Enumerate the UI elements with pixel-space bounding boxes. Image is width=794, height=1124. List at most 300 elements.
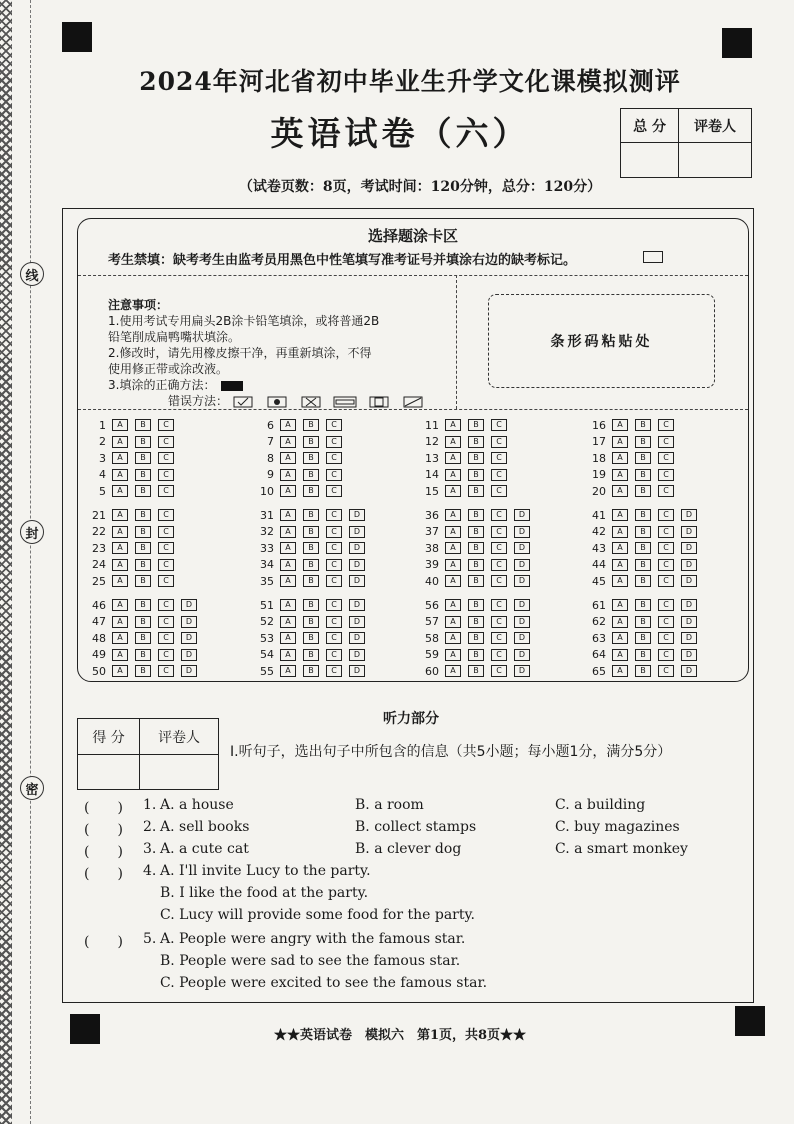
answer-bubble-b[interactable]: B bbox=[635, 436, 651, 448]
answer-bubble-a[interactable]: A bbox=[612, 469, 628, 481]
answer-blank[interactable]: ( ) bbox=[84, 800, 123, 816]
answer-bubble-b[interactable]: B bbox=[135, 469, 151, 481]
answer-bubble-a[interactable]: A bbox=[280, 469, 296, 481]
answer-bubble-a[interactable]: A bbox=[445, 509, 461, 521]
answer-bubble-a[interactable]: A bbox=[612, 575, 628, 587]
answer-bubble-c[interactable]: C bbox=[658, 599, 674, 611]
answer-bubble-b[interactable]: B bbox=[468, 632, 484, 644]
score-cell[interactable] bbox=[78, 755, 140, 790]
answer-bubble-a[interactable]: A bbox=[612, 599, 628, 611]
answer-bubble-c[interactable]: C bbox=[326, 542, 342, 554]
answer-bubble-c[interactable]: C bbox=[326, 419, 342, 431]
answer-bubble-a[interactable]: A bbox=[612, 616, 628, 628]
answer-bubble-b[interactable]: B bbox=[135, 559, 151, 571]
answer-row bbox=[582, 541, 704, 555]
answer-bubble-b[interactable]: B bbox=[468, 419, 484, 431]
question-number: 7 bbox=[267, 435, 274, 448]
answer-bubble-c[interactable]: C bbox=[326, 575, 342, 587]
answer-blank[interactable]: ( ) bbox=[84, 844, 123, 860]
answer-bubble-c[interactable]: C bbox=[658, 436, 674, 448]
absent-notice: 考生禁填：缺考考生由监考员用黑色中性笔填写准考证号并填涂右边的缺考标记。 bbox=[108, 253, 577, 268]
answer-bubble-b[interactable]: B bbox=[303, 649, 319, 661]
answer-bubble-b[interactable]: B bbox=[635, 469, 651, 481]
answer-bubble-b[interactable]: B bbox=[635, 649, 651, 661]
answer-bubble-a[interactable]: A bbox=[612, 526, 628, 538]
answer-row bbox=[415, 558, 537, 572]
answer-bubble-a[interactable]: A bbox=[280, 559, 296, 571]
answer-bubble-b[interactable]: B bbox=[303, 542, 319, 554]
paper-title: 英语试卷（六） bbox=[270, 114, 530, 153]
answer-bubble-c[interactable]: C bbox=[326, 452, 342, 464]
answer-bubble-c[interactable]: C bbox=[158, 559, 174, 571]
answer-bubble-a[interactable]: A bbox=[112, 436, 128, 448]
answer-bubble-d[interactable]: D bbox=[181, 616, 197, 628]
question-number: 46 bbox=[92, 598, 106, 612]
answer-bubble-d[interactable]: D bbox=[681, 526, 697, 538]
answer-bubble-d[interactable]: D bbox=[514, 599, 530, 611]
answer-bubble-c[interactable]: C bbox=[491, 649, 507, 661]
answer-bubble-b[interactable]: B bbox=[468, 509, 484, 521]
answer-bubble-a[interactable]: A bbox=[280, 419, 296, 431]
answer-bubble-c[interactable]: C bbox=[158, 632, 174, 644]
answer-bubble-b[interactable]: B bbox=[135, 452, 151, 464]
answer-bubble-b[interactable]: B bbox=[635, 419, 651, 431]
answer-bubble-c[interactable]: C bbox=[658, 419, 674, 431]
answer-bubble-b[interactable]: B bbox=[135, 526, 151, 538]
divider bbox=[78, 409, 748, 410]
question-number: 45 bbox=[592, 574, 606, 588]
answer-bubble-b[interactable]: B bbox=[468, 485, 484, 497]
answer-bubble-c[interactable]: C bbox=[658, 526, 674, 538]
answer-row bbox=[82, 468, 181, 482]
answer-bubble-b[interactable]: B bbox=[635, 526, 651, 538]
answer-blank[interactable]: ( ) bbox=[84, 934, 123, 950]
answer-bubble-a[interactable]: A bbox=[445, 559, 461, 571]
answer-bubble-b[interactable]: B bbox=[135, 616, 151, 628]
answer-bubble-c[interactable]: C bbox=[491, 632, 507, 644]
answer-bubble-b[interactable]: B bbox=[135, 485, 151, 497]
answer-bubble-a[interactable]: A bbox=[112, 649, 128, 661]
answer-bubble-c[interactable]: C bbox=[658, 575, 674, 587]
answer-bubble-a[interactable]: A bbox=[112, 469, 128, 481]
question-number: 51 bbox=[260, 598, 274, 612]
answer-bubble-d[interactable]: D bbox=[349, 575, 365, 587]
answer-bubble-a[interactable]: A bbox=[280, 649, 296, 661]
question-number: 6 bbox=[267, 418, 274, 432]
answer-bubble-b[interactable]: B bbox=[468, 559, 484, 571]
answer-bubble-c[interactable]: C bbox=[491, 559, 507, 571]
answer-bubble-d[interactable]: D bbox=[681, 632, 697, 644]
answer-bubble-a[interactable]: A bbox=[612, 509, 628, 521]
answer-bubble-b[interactable]: B bbox=[303, 526, 319, 538]
question-option: A. People were angry with the famous star. bbox=[160, 931, 466, 947]
answer-bubble-a[interactable]: A bbox=[280, 542, 296, 554]
registration-mark bbox=[70, 1014, 100, 1044]
answer-bubble-d[interactable]: D bbox=[349, 542, 365, 554]
answer-bubble-a[interactable]: A bbox=[445, 526, 461, 538]
answer-bubble-b[interactable]: B bbox=[635, 485, 651, 497]
note-line: 2.修改时，请先用橡皮擦干净，再重新填涂，不得 bbox=[108, 346, 372, 360]
registration-mark bbox=[722, 28, 752, 58]
answer-row bbox=[82, 558, 181, 572]
answer-bubble-d[interactable]: D bbox=[349, 632, 365, 644]
answer-bubble-d[interactable]: D bbox=[349, 599, 365, 611]
answer-row bbox=[415, 525, 537, 539]
answer-bubble-b[interactable]: B bbox=[303, 452, 319, 464]
answer-bubble-c[interactable]: C bbox=[658, 469, 674, 481]
answer-bubble-b[interactable]: B bbox=[303, 419, 319, 431]
answer-bubble-c[interactable]: C bbox=[326, 559, 342, 571]
answer-row bbox=[582, 664, 704, 678]
answer-bubble-b[interactable]: B bbox=[135, 419, 151, 431]
answer-bubble-b[interactable]: B bbox=[135, 649, 151, 661]
answer-bubble-b[interactable]: B bbox=[303, 559, 319, 571]
answer-blank[interactable]: ( ) bbox=[84, 866, 123, 882]
answer-bubble-c[interactable]: C bbox=[158, 575, 174, 587]
answer-bubble-a[interactable]: A bbox=[280, 575, 296, 587]
answer-bubble-b[interactable]: B bbox=[303, 665, 319, 677]
answer-bubble-a[interactable]: A bbox=[612, 419, 628, 431]
question-number: 4. bbox=[143, 863, 157, 879]
question-option: C. Lucy will provide some food for the party. bbox=[160, 907, 475, 923]
answer-bubble-b[interactable]: B bbox=[635, 509, 651, 521]
answer-bubble-d[interactable]: D bbox=[181, 599, 197, 611]
answer-bubble-c[interactable]: C bbox=[658, 559, 674, 571]
answer-bubble-b[interactable]: B bbox=[635, 542, 651, 554]
answer-bubble-b[interactable]: B bbox=[635, 559, 651, 571]
answer-bubble-c[interactable]: C bbox=[326, 616, 342, 628]
answer-bubble-d[interactable]: D bbox=[514, 559, 530, 571]
question-number: 36 bbox=[425, 508, 439, 522]
answer-bubble-a[interactable]: A bbox=[280, 526, 296, 538]
answer-bubble-d[interactable]: D bbox=[514, 632, 530, 644]
answer-bubble-b[interactable]: B bbox=[303, 485, 319, 497]
answer-bubble-c[interactable]: C bbox=[326, 469, 342, 481]
answer-bubble-b[interactable]: B bbox=[135, 599, 151, 611]
answer-bubble-b[interactable]: B bbox=[135, 542, 151, 554]
question-number: 10 bbox=[260, 484, 274, 498]
answer-row bbox=[250, 484, 349, 498]
section-title: 听力部分 bbox=[383, 711, 439, 727]
answer-bubble-c[interactable]: C bbox=[158, 665, 174, 677]
answer-bubble-b[interactable]: B bbox=[303, 616, 319, 628]
answer-bubble-b[interactable]: B bbox=[468, 665, 484, 677]
question-number: 38 bbox=[425, 541, 439, 555]
question-option: A. a cute cat bbox=[160, 841, 249, 857]
answer-bubble-b[interactable]: B bbox=[135, 509, 151, 521]
answer-bubble-a[interactable]: A bbox=[112, 526, 128, 538]
question-number: 31 bbox=[260, 508, 274, 522]
answer-bubble-d[interactable]: D bbox=[681, 542, 697, 554]
answer-bubble-b[interactable]: B bbox=[635, 665, 651, 677]
answer-bubble-c[interactable]: C bbox=[326, 649, 342, 661]
answer-bubble-c[interactable]: C bbox=[658, 665, 674, 677]
question-number: 14 bbox=[425, 468, 439, 481]
question-number: 15 bbox=[425, 484, 439, 498]
answer-bubble-b[interactable]: B bbox=[135, 436, 151, 448]
total-score-label: 总 分 bbox=[621, 109, 679, 143]
question-number: 58 bbox=[425, 631, 439, 645]
answer-bubble-c[interactable]: C bbox=[491, 665, 507, 677]
answer-bubble-b[interactable]: B bbox=[135, 665, 151, 677]
answer-bubble-c[interactable]: C bbox=[326, 599, 342, 611]
answer-bubble-d[interactable]: D bbox=[514, 649, 530, 661]
answer-bubble-d[interactable]: D bbox=[514, 509, 530, 521]
answer-bubble-a[interactable]: A bbox=[280, 632, 296, 644]
answer-bubble-a[interactable]: A bbox=[280, 599, 296, 611]
answer-row bbox=[415, 615, 537, 629]
registration-mark bbox=[62, 22, 92, 52]
answer-bubble-a[interactable]: A bbox=[112, 452, 128, 464]
answer-bubble-b[interactable]: B bbox=[303, 632, 319, 644]
answer-bubble-d[interactable]: D bbox=[681, 665, 697, 677]
answer-row bbox=[250, 435, 349, 449]
answer-row bbox=[582, 615, 704, 629]
answer-bubble-b[interactable]: B bbox=[468, 452, 484, 464]
answer-row bbox=[82, 541, 181, 555]
answer-bubble-c[interactable]: C bbox=[326, 485, 342, 497]
answer-bubble-c[interactable]: C bbox=[658, 452, 674, 464]
answer-bubble-c[interactable]: C bbox=[658, 616, 674, 628]
answer-bubble-b[interactable]: B bbox=[303, 469, 319, 481]
answer-bubble-d[interactable]: D bbox=[681, 616, 697, 628]
answer-bubble-b[interactable]: B bbox=[635, 575, 651, 587]
answer-bubble-c[interactable]: C bbox=[326, 436, 342, 448]
answer-bubble-c[interactable]: C bbox=[326, 526, 342, 538]
answer-bubble-a[interactable]: A bbox=[445, 575, 461, 587]
answer-bubble-a[interactable]: A bbox=[445, 616, 461, 628]
answer-bubble-a[interactable]: A bbox=[445, 419, 461, 431]
answer-bubble-d[interactable]: D bbox=[514, 542, 530, 554]
answer-card bbox=[77, 218, 749, 682]
answer-row bbox=[250, 418, 349, 432]
answer-row bbox=[250, 664, 372, 678]
question-number: 18 bbox=[592, 451, 606, 465]
answer-row bbox=[82, 435, 181, 449]
section-score-box bbox=[77, 718, 219, 790]
answer-bubble-c[interactable]: C bbox=[658, 649, 674, 661]
answer-bubble-c[interactable]: C bbox=[158, 509, 174, 521]
answer-bubble-c[interactable]: C bbox=[491, 485, 507, 497]
answer-bubble-c[interactable]: C bbox=[491, 575, 507, 587]
question-number: 65 bbox=[592, 664, 606, 678]
answer-bubble-c[interactable]: C bbox=[158, 436, 174, 448]
answer-bubble-b[interactable]: B bbox=[303, 436, 319, 448]
answer-row bbox=[250, 598, 372, 612]
answer-bubble-a[interactable]: A bbox=[112, 485, 128, 497]
answer-row bbox=[82, 574, 181, 588]
answer-bubble-b[interactable]: B bbox=[303, 509, 319, 521]
question-number: 52 bbox=[260, 615, 274, 628]
answer-bubble-d[interactable]: D bbox=[681, 649, 697, 661]
answer-bubble-a[interactable]: A bbox=[445, 452, 461, 464]
answer-bubble-a[interactable]: A bbox=[445, 665, 461, 677]
answer-bubble-c[interactable]: C bbox=[491, 526, 507, 538]
answer-row bbox=[582, 508, 704, 522]
answer-bubble-c[interactable]: C bbox=[491, 509, 507, 521]
answer-bubble-a[interactable]: A bbox=[445, 649, 461, 661]
answer-row bbox=[582, 435, 681, 449]
answer-row bbox=[82, 631, 204, 645]
answer-bubble-a[interactable]: A bbox=[280, 665, 296, 677]
answer-bubble-c[interactable]: C bbox=[158, 526, 174, 538]
answer-bubble-b[interactable]: B bbox=[468, 526, 484, 538]
question-number: 8 bbox=[267, 451, 274, 465]
answer-bubble-b[interactable]: B bbox=[635, 616, 651, 628]
answer-bubble-a[interactable]: A bbox=[280, 452, 296, 464]
answer-bubble-d[interactable]: D bbox=[181, 665, 197, 677]
question-number: 4 bbox=[99, 468, 106, 481]
answer-bubble-d[interactable]: D bbox=[514, 575, 530, 587]
answer-bubble-a[interactable]: A bbox=[612, 485, 628, 497]
answer-bubble-b[interactable]: B bbox=[468, 599, 484, 611]
answer-row bbox=[82, 664, 204, 678]
answer-bubble-a[interactable]: A bbox=[445, 436, 461, 448]
answer-bubble-d[interactable]: D bbox=[349, 509, 365, 521]
answer-bubble-a[interactable]: A bbox=[445, 469, 461, 481]
answer-bubble-c[interactable]: C bbox=[158, 599, 174, 611]
answer-bubble-b[interactable]: B bbox=[635, 632, 651, 644]
answer-blank[interactable]: ( ) bbox=[84, 822, 123, 838]
answer-bubble-c[interactable]: C bbox=[491, 542, 507, 554]
answer-bubble-c[interactable]: C bbox=[658, 542, 674, 554]
answer-bubble-c[interactable]: C bbox=[491, 452, 507, 464]
answer-bubble-b[interactable]: B bbox=[468, 469, 484, 481]
answer-bubble-a[interactable]: A bbox=[280, 436, 296, 448]
answer-bubble-a[interactable]: A bbox=[112, 542, 128, 554]
note-line: 铅笔削成扁鸭嘴状填涂。 bbox=[108, 330, 241, 344]
answer-bubble-c[interactable]: C bbox=[158, 452, 174, 464]
answer-bubble-d[interactable]: D bbox=[681, 509, 697, 521]
divider bbox=[456, 275, 457, 409]
answer-bubble-c[interactable]: C bbox=[326, 632, 342, 644]
answer-bubble-c[interactable]: C bbox=[658, 485, 674, 497]
answer-bubble-a[interactable]: A bbox=[612, 559, 628, 571]
binding-mark-mi: 密 bbox=[20, 776, 44, 800]
answer-bubble-a[interactable]: A bbox=[112, 632, 128, 644]
filled-box-icon bbox=[221, 381, 243, 391]
question-number: 23 bbox=[92, 541, 106, 555]
answer-bubble-b[interactable]: B bbox=[135, 575, 151, 587]
answer-bubble-a[interactable]: A bbox=[612, 665, 628, 677]
answer-bubble-a[interactable]: A bbox=[445, 485, 461, 497]
answer-bubble-c[interactable]: C bbox=[158, 616, 174, 628]
answer-row bbox=[415, 541, 537, 555]
question-number: 39 bbox=[425, 558, 439, 571]
answer-bubble-b[interactable]: B bbox=[468, 616, 484, 628]
answer-bubble-d[interactable]: D bbox=[681, 559, 697, 571]
question-number: 42 bbox=[592, 525, 606, 538]
registration-mark bbox=[735, 1006, 765, 1036]
answer-bubble-d[interactable]: D bbox=[514, 616, 530, 628]
answer-bubble-c[interactable]: C bbox=[158, 542, 174, 554]
answer-row bbox=[250, 525, 372, 539]
answer-bubble-a[interactable]: A bbox=[280, 509, 296, 521]
answer-bubble-c[interactable]: C bbox=[158, 419, 174, 431]
answer-bubble-c[interactable]: C bbox=[326, 509, 342, 521]
answer-bubble-d[interactable]: D bbox=[181, 649, 197, 661]
answer-bubble-c[interactable]: C bbox=[158, 649, 174, 661]
answer-bubble-a[interactable]: A bbox=[612, 436, 628, 448]
answer-bubble-d[interactable]: D bbox=[349, 665, 365, 677]
answer-row bbox=[582, 468, 681, 482]
absent-mark-box[interactable] bbox=[643, 251, 663, 263]
question-number: 62 bbox=[592, 615, 606, 628]
answer-bubble-b[interactable]: B bbox=[303, 599, 319, 611]
answer-bubble-c[interactable]: C bbox=[158, 469, 174, 481]
answer-bubble-a[interactable]: A bbox=[112, 559, 128, 571]
answer-bubble-a[interactable]: A bbox=[445, 632, 461, 644]
answer-bubble-a[interactable]: A bbox=[445, 542, 461, 554]
answer-bubble-b[interactable]: B bbox=[635, 599, 651, 611]
answer-bubble-d[interactable]: D bbox=[349, 526, 365, 538]
total-score-cell[interactable] bbox=[621, 143, 679, 178]
answer-bubble-b[interactable]: B bbox=[468, 575, 484, 587]
answer-bubble-d[interactable]: D bbox=[514, 665, 530, 677]
answer-bubble-d[interactable]: D bbox=[349, 559, 365, 571]
answer-bubble-c[interactable]: C bbox=[658, 509, 674, 521]
answer-bubble-a[interactable]: A bbox=[280, 485, 296, 497]
answer-bubble-b[interactable]: B bbox=[135, 632, 151, 644]
answer-bubble-c[interactable]: C bbox=[491, 616, 507, 628]
answer-bubble-c[interactable]: C bbox=[491, 419, 507, 431]
answer-bubble-c[interactable]: C bbox=[158, 485, 174, 497]
answer-bubble-d[interactable]: D bbox=[681, 599, 697, 611]
answer-bubble-d[interactable]: D bbox=[514, 526, 530, 538]
answer-bubble-a[interactable]: A bbox=[112, 509, 128, 521]
answer-bubble-c[interactable]: C bbox=[491, 436, 507, 448]
answer-bubble-c[interactable]: C bbox=[491, 469, 507, 481]
answer-bubble-b[interactable]: B bbox=[303, 575, 319, 587]
answer-bubble-a[interactable]: A bbox=[112, 599, 128, 611]
question-number: 64 bbox=[592, 648, 606, 661]
answer-row bbox=[250, 558, 372, 572]
answer-row bbox=[82, 508, 181, 522]
grader-cell[interactable] bbox=[140, 755, 219, 790]
question-number: 54 bbox=[260, 648, 274, 661]
answer-bubble-a[interactable]: A bbox=[612, 632, 628, 644]
answer-bubble-c[interactable]: C bbox=[491, 599, 507, 611]
answer-bubble-a[interactable]: A bbox=[112, 419, 128, 431]
answer-bubble-a[interactable]: A bbox=[112, 575, 128, 587]
answer-row bbox=[415, 435, 514, 449]
question-number: 2 bbox=[99, 435, 106, 448]
notes-title: 注意事项： bbox=[108, 298, 169, 312]
question-number: 3. bbox=[143, 841, 157, 857]
answer-bubble-b[interactable]: B bbox=[635, 452, 651, 464]
answer-bubble-b[interactable]: B bbox=[468, 436, 484, 448]
answer-bubble-d[interactable]: D bbox=[349, 649, 365, 661]
answer-bubble-a[interactable]: A bbox=[280, 616, 296, 628]
answer-bubble-a[interactable]: A bbox=[612, 452, 628, 464]
answer-bubble-a[interactable]: A bbox=[112, 616, 128, 628]
question-number: 47 bbox=[92, 615, 106, 628]
answer-bubble-b[interactable]: B bbox=[468, 542, 484, 554]
answer-bubble-a[interactable]: A bbox=[445, 599, 461, 611]
answer-bubble-d[interactable]: D bbox=[681, 575, 697, 587]
answer-bubble-a[interactable]: A bbox=[612, 542, 628, 554]
answer-bubble-d[interactable]: D bbox=[349, 616, 365, 628]
answer-bubble-d[interactable]: D bbox=[181, 632, 197, 644]
answer-bubble-c[interactable]: C bbox=[658, 632, 674, 644]
question-option: B. I like the food at the party. bbox=[160, 885, 369, 901]
answer-bubble-b[interactable]: B bbox=[468, 649, 484, 661]
answer-bubble-a[interactable]: A bbox=[612, 649, 628, 661]
answer-bubble-a[interactable]: A bbox=[112, 665, 128, 677]
question-number: 19 bbox=[592, 468, 606, 481]
answer-bubble-c[interactable]: C bbox=[326, 665, 342, 677]
grader-cell[interactable] bbox=[679, 143, 752, 178]
